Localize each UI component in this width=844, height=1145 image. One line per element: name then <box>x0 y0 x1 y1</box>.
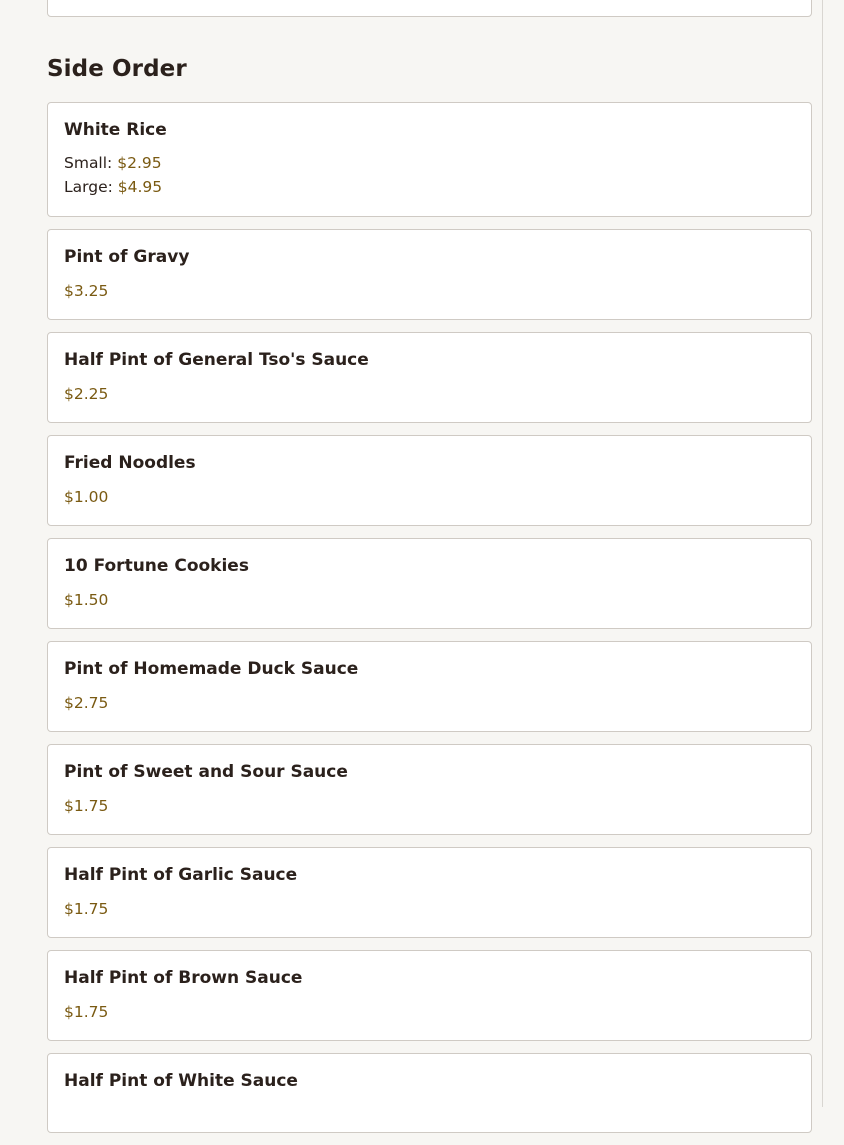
menu-item-price: $2.25 <box>64 385 109 403</box>
menu-item-card[interactable] <box>47 744 812 835</box>
price-option-small <box>64 151 795 175</box>
menu-item-card[interactable] <box>47 1053 812 1133</box>
menu-item-price: $1.00 <box>64 488 109 506</box>
menu-item-price: $1.75 <box>64 1003 109 1021</box>
page-right-divider <box>822 0 823 1107</box>
menu-item-name: Half Pint of Brown Sauce <box>64 968 303 988</box>
menu-item-name: White Rice <box>64 120 167 140</box>
menu-item-card[interactable] <box>47 538 812 629</box>
menu-item-card[interactable] <box>47 435 812 526</box>
menu-item-name: 10 Fortune Cookies <box>64 556 249 576</box>
menu-item-card[interactable] <box>47 332 812 423</box>
menu-item-card[interactable] <box>47 847 812 938</box>
menu-item-price-options <box>64 151 795 215</box>
menu-item-name: Half Pint of Garlic Sauce <box>64 865 298 885</box>
price-option-value: $2.95 <box>117 154 162 172</box>
price-option-label: Small: <box>64 154 113 172</box>
menu-item-card[interactable] <box>47 641 812 732</box>
price-option-large <box>64 175 795 199</box>
menu-item-card[interactable] <box>47 102 812 217</box>
menu-item-price: $1.75 <box>64 797 109 815</box>
previous-menu-item-card[interactable] <box>47 0 812 17</box>
price-option-label: Large: <box>64 178 113 196</box>
menu-item-card[interactable] <box>47 229 812 320</box>
menu-item-name: Pint of Homemade Duck Sauce <box>64 659 359 679</box>
menu-item-name: Half Pint of White Sauce <box>64 1071 298 1091</box>
menu-item-card[interactable] <box>47 950 812 1041</box>
menu-item-price: $3.25 <box>64 282 109 300</box>
section-title: Side Order <box>47 56 187 82</box>
menu-item-name: Pint of Gravy <box>64 247 190 267</box>
menu-item-name: Half Pint of General Tso's Sauce <box>64 350 369 370</box>
side-order-list <box>47 102 812 1145</box>
menu-item-price: $1.50 <box>64 591 109 609</box>
menu-item-price: $2.75 <box>64 694 109 712</box>
price-option-value: $4.95 <box>117 178 163 196</box>
menu-item-name: Fried Noodles <box>64 453 196 473</box>
menu-item-price: $1.75 <box>64 900 109 918</box>
menu-item-name: Pint of Sweet and Sour Sauce <box>64 762 348 782</box>
